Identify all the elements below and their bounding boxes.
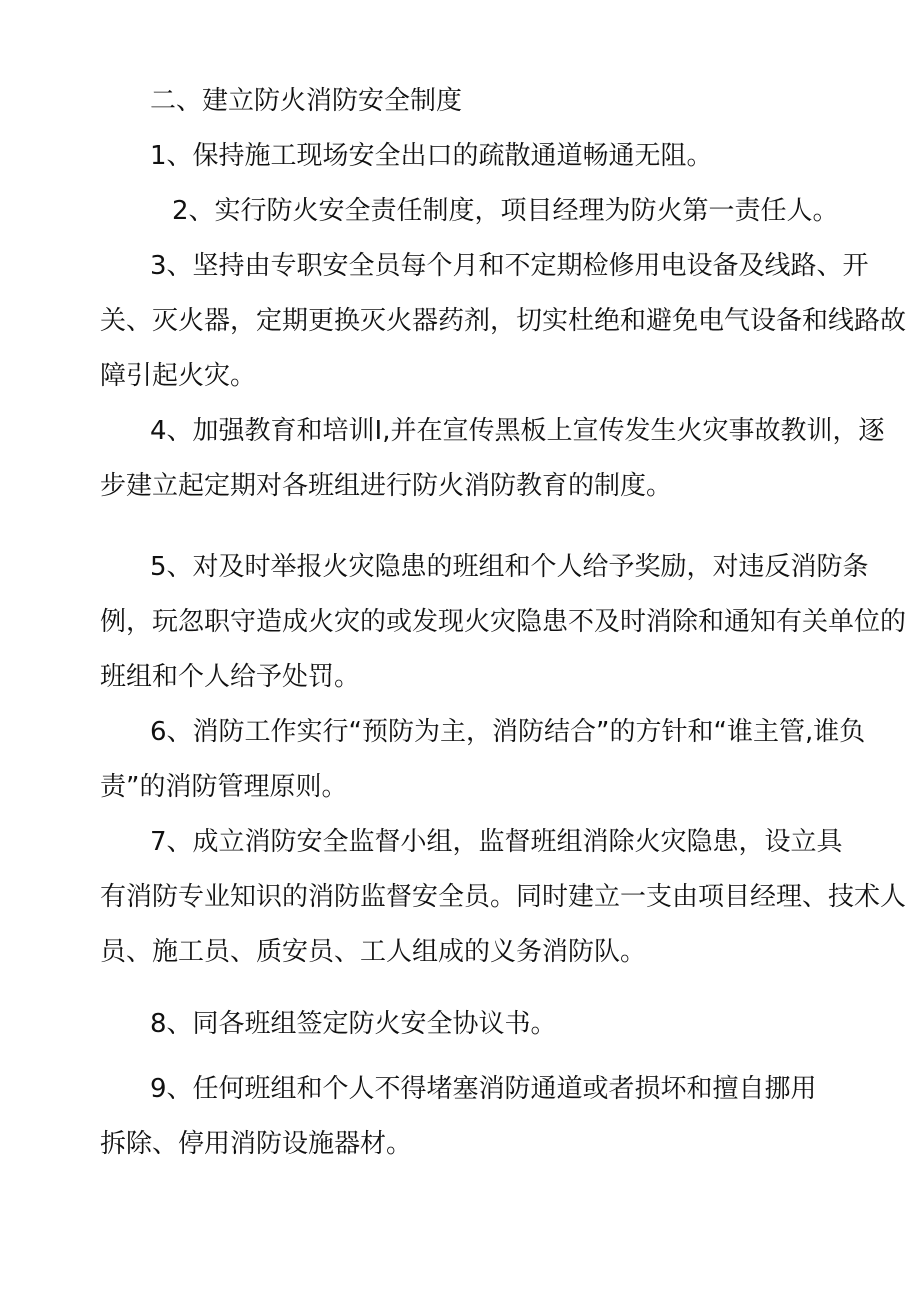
item-3-line-2: 关、灭火器，定期更换灭火器药剂，切实杜绝和避免电气设备和线路故 <box>100 306 907 336</box>
item-3-line-1: 3、坚持由专职安全员每个月和不定期检修用电设备及线路、开 <box>150 251 869 281</box>
item-1-line-1: 1、保持施工现场安全出口的疏散通道畅通无阻。 <box>150 141 713 171</box>
item-5-line-1: 5、对及时举报火灾隐患的班组和个人给予奖励，对违反消防条 <box>150 552 869 582</box>
item-7-line-3: 员、施工员、质安员、工人组成的义务消防队。 <box>100 937 647 967</box>
item-5-line-2: 例，玩忽职守造成火灾的或发现火灾隐患不及时消除和通知有关单位的 <box>100 607 907 637</box>
item-4-line-1: 4、加强教育和培训I,并在宣传黑板上宣传发生火灾事故教训，逐 <box>150 416 885 446</box>
item-5-line-3: 班组和个人给予处罚。 <box>100 662 361 692</box>
item-7-line-2: 有消防专业知识的消防监督安全员。同时建立一支由项目经理、技术人 <box>100 882 907 912</box>
item-2-line-1: 2、实行防火安全责任制度，项目经理为防火第一责任人。 <box>172 196 839 226</box>
item-6-line-2: 责”的消防管理原则。 <box>100 772 348 802</box>
item-3-line-3: 障引起火灾。 <box>100 361 257 391</box>
item-6-line-1: 6、消防工作实行“预防为主，消防结合”的方针和“谁主管,谁负 <box>150 717 866 747</box>
item-9-line-2: 拆除、停用消防设施器材。 <box>100 1129 413 1159</box>
item-8-line-1: 8、同各班组签定防火安全协议书。 <box>150 1009 557 1039</box>
section-heading: 二、建立防火消防安全制度 <box>150 86 463 116</box>
item-4-line-2: 步建立起定期对各班组进行防火消防教育的制度。 <box>100 471 673 501</box>
item-9-line-1: 9、任何班组和个人不得堵塞消防通道或者损坏和擅自挪用 <box>150 1074 817 1104</box>
item-7-line-1: 7、成立消防安全监督小组，监督班组消除火灾隐患，设立具 <box>150 827 843 857</box>
